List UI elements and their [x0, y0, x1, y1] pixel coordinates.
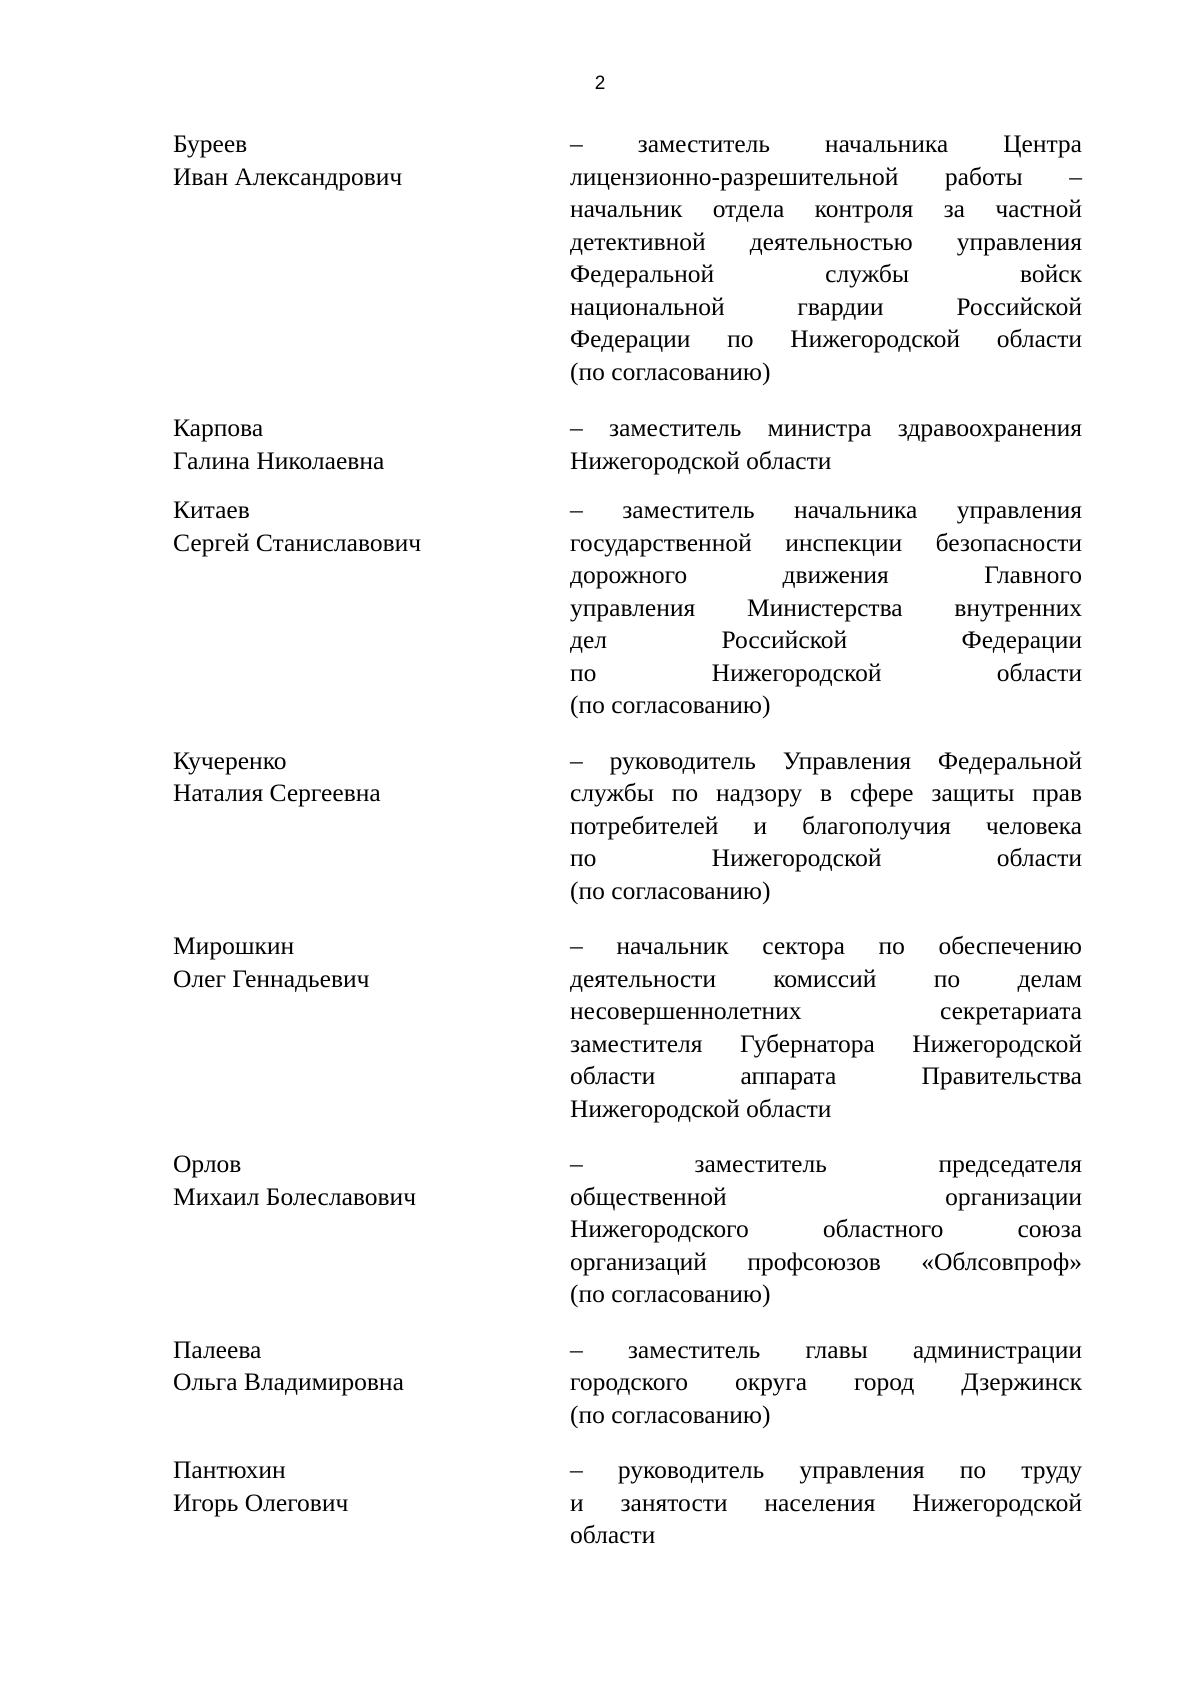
position-line: дорожного движения Главного: [570, 560, 1082, 589]
position-line: – заместитель председателя: [570, 1149, 1082, 1178]
position-line: Федерации по Нижегородской области: [570, 324, 1082, 353]
member-given-names: Галина Николаевна: [173, 445, 385, 475]
member-surname: Карпова: [173, 413, 264, 442]
member-list: [0, 128, 1200, 1552]
position-line: Нижегородской области: [570, 445, 832, 475]
position-line: службы по надзору в сфере защиты прав: [570, 778, 1082, 807]
member-surname: Мирошкин: [173, 931, 295, 960]
position-line: начальник отдела контроля за частной: [570, 194, 1082, 223]
member-surname: Орлов: [173, 1149, 242, 1178]
position-line: заместителя Губернатора Нижегородской: [570, 1028, 1082, 1058]
member-surname: Китаев: [173, 495, 250, 524]
position-line: (по согласованию): [570, 690, 771, 719]
position-line: Федеральной службы войск: [570, 259, 1082, 288]
position-line: – руководитель управления по труду: [570, 1455, 1082, 1484]
member-entry: [0, 1334, 1200, 1432]
member-position: [570, 745, 1082, 908]
member-position: [570, 128, 1082, 388]
member-position: [570, 1334, 1082, 1432]
member-given-names: Сергей Станиславович: [173, 527, 422, 557]
position-line: лицензионно-разрешительной работы –: [570, 161, 1082, 191]
position-line: – заместитель министра здравоохранения: [570, 413, 1082, 442]
position-line: – заместитель начальника Центра: [570, 129, 1082, 158]
member-entry: [0, 930, 1200, 1125]
member-surname: Пантюхин: [173, 1455, 286, 1484]
member-position: [570, 930, 1082, 1125]
position-line: (по согласованию): [570, 1279, 771, 1308]
position-line: области: [570, 1520, 656, 1549]
member-name: [173, 930, 553, 995]
member-name: [173, 745, 553, 810]
position-line: детективной деятельностью управления: [570, 226, 1082, 256]
position-line: национальной гвардии Российской: [570, 291, 1082, 321]
member-name: [173, 1148, 553, 1213]
member-name: [173, 1454, 553, 1519]
member-entry: [0, 412, 1200, 477]
position-line: области аппарата Правительства: [570, 1061, 1082, 1090]
member-entry: [0, 1148, 1200, 1311]
position-line: Нижегородской области: [570, 1093, 832, 1123]
position-line: и занятости населения Нижегородской: [570, 1487, 1082, 1517]
member-position: [570, 1454, 1082, 1552]
position-line: управления Министерства внутренних: [570, 592, 1082, 622]
position-line: – заместитель главы администрации: [570, 1334, 1082, 1364]
member-entry: [0, 745, 1200, 908]
member-given-names: Игорь Олегович: [173, 1487, 349, 1517]
position-line: городского округа город Дзержинск: [570, 1367, 1082, 1396]
position-line: потребителей и благополучия человека: [570, 810, 1082, 840]
member-name: [173, 412, 553, 477]
page-number: 2: [594, 73, 606, 94]
member-name: [173, 494, 553, 559]
position-line: Нижегородского областного союза: [570, 1214, 1082, 1243]
position-line: (по согласованию): [570, 1399, 771, 1429]
member-surname: Палеева: [173, 1334, 262, 1364]
position-line: деятельности комиссий по делам: [570, 963, 1082, 993]
member-given-names: Олег Геннадьевич: [173, 963, 370, 993]
member-position: [570, 412, 1082, 477]
position-line: общественной организации: [570, 1181, 1082, 1211]
member-given-names: Ольга Владимировна: [173, 1367, 404, 1396]
member-entry: [0, 1454, 1200, 1552]
position-line: несовершеннолетних секретариата: [570, 996, 1082, 1025]
position-line: (по согласованию): [570, 875, 771, 905]
position-line: (по согласованию): [570, 356, 771, 386]
position-line: организаций профсоюзов «Облсовпроф»: [570, 1246, 1082, 1276]
position-line: по Нижегородской области: [570, 843, 1082, 872]
member-given-names: Наталия Сергеевна: [173, 778, 381, 807]
member-position: [570, 494, 1082, 722]
member-entry: [0, 494, 1200, 722]
member-given-names: Иван Александрович: [173, 161, 403, 191]
member-surname: Буреев: [173, 129, 248, 158]
position-line: государственной инспекции безопасности: [570, 527, 1082, 557]
member-name: [173, 1334, 553, 1399]
position-line: – заместитель начальника управления: [570, 495, 1082, 524]
member-entry: [0, 128, 1200, 388]
member-name: [173, 128, 553, 193]
position-line: – руководитель Управления Федеральной: [570, 745, 1082, 775]
member-position: [570, 1148, 1082, 1311]
position-line: – начальник сектора по обеспечению: [570, 931, 1082, 960]
position-line: дел Российской Федерации: [570, 625, 1082, 654]
position-line: по Нижегородской области: [570, 657, 1082, 687]
member-given-names: Михаил Болеславович: [173, 1181, 417, 1211]
member-surname: Кучеренко: [173, 745, 287, 775]
